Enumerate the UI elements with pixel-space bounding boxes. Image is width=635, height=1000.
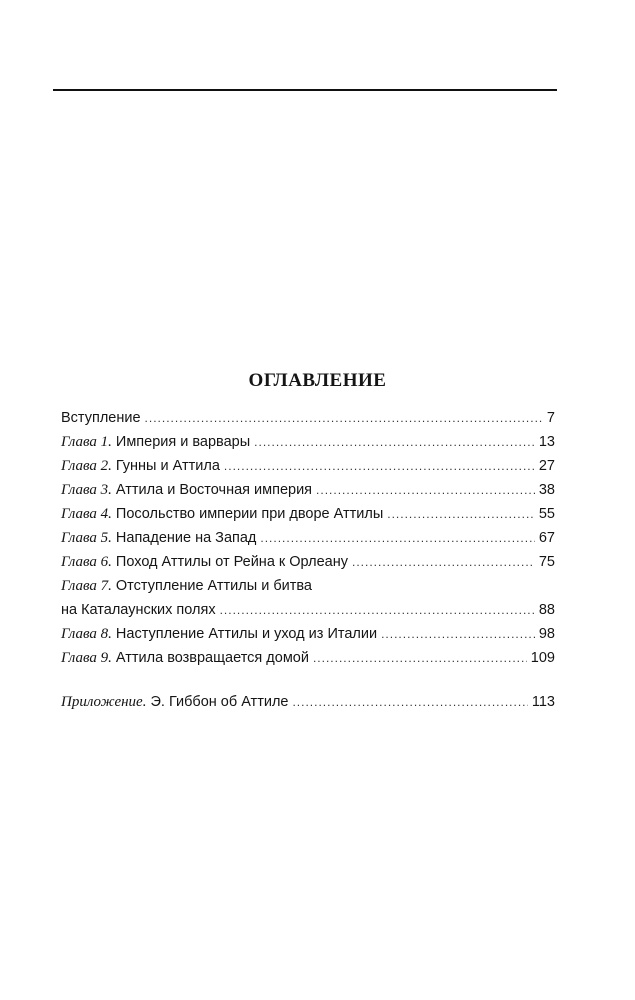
toc-entry-page: 38 (538, 482, 555, 498)
toc-entry-page: 13 (538, 434, 555, 450)
toc-entry-page: 67 (538, 530, 555, 546)
toc-entry-appendix[interactable] (61, 690, 555, 714)
chapter-prefix: Глава 8. (61, 626, 112, 642)
toc-entry-label: Наступление Аттилы и уход из Италии (115, 626, 378, 642)
toc-title: ОГЛАВЛЕНИЕ (248, 370, 387, 391)
toc-entry-page: 98 (538, 626, 555, 642)
toc-entry-label: Империя и варвары (115, 434, 251, 450)
chapter-prefix: Глава 9. (61, 650, 112, 666)
toc-entry-label: Гунны и Аттила (115, 458, 220, 474)
toc-entry-page: 75 (538, 554, 555, 570)
toc-entry-chapter-2[interactable] (61, 454, 555, 478)
chapter-prefix: Глава 2. (61, 458, 112, 474)
toc-entry-label: Посольство империи при дворе Аттилы (115, 506, 384, 522)
dot-leader (224, 454, 535, 478)
toc-entry-chapter-3[interactable] (61, 478, 555, 502)
chapter-prefix: Глава 3. (61, 482, 112, 498)
dot-leader (260, 526, 534, 550)
toc-entry-page: 113 (531, 694, 555, 710)
toc-entry-page: 55 (538, 506, 555, 522)
appendix-prefix: Приложение. (61, 694, 147, 710)
toc-entry-label: Нападение на Запад (115, 530, 257, 546)
chapter-prefix: Глава 4. (61, 506, 112, 522)
toc-entry-intro[interactable] (61, 406, 555, 430)
toc-entry-label: Поход Аттилы от Рейна к Орлеану (115, 554, 348, 570)
dot-leader (381, 622, 535, 646)
toc-entry-label-continued: на Каталаунских полях (61, 602, 216, 618)
toc-entry-page: 7 (546, 410, 555, 426)
chapter-prefix: Глава 1. (61, 434, 112, 450)
top-rule (53, 89, 557, 91)
toc-entry-chapter-1[interactable] (61, 430, 555, 454)
toc-entry-page: 88 (538, 602, 555, 618)
dot-leader (352, 550, 535, 574)
dot-leader (313, 646, 527, 670)
table-of-contents (61, 406, 555, 714)
chapter-prefix: Глава 5. (61, 530, 112, 546)
dot-leader (254, 430, 535, 454)
dot-leader (220, 598, 535, 622)
toc-entry-label: Аттила и Восточная империя (115, 482, 313, 498)
toc-entry-page: 27 (538, 458, 555, 474)
toc-entry-label: Аттила возвращается домой (115, 650, 309, 666)
toc-entry-chapter-8[interactable] (61, 622, 555, 646)
chapter-prefix: Глава 6. (61, 554, 112, 570)
toc-entry-chapter-4[interactable] (61, 502, 555, 526)
chapter-prefix: Глава 7. (61, 578, 112, 594)
toc-entry-chapter-9[interactable] (61, 646, 555, 670)
toc-entry-label: Э. Гиббон об Аттиле (150, 694, 289, 710)
toc-entry-chapter-6[interactable] (61, 550, 555, 574)
toc-entry-chapter-5[interactable] (61, 526, 555, 550)
toc-entry-page: 109 (530, 650, 555, 666)
toc-entry-chapter-7-line-2[interactable] (61, 598, 555, 622)
dot-leader (316, 478, 535, 502)
section-gap (61, 670, 555, 690)
toc-entry-label: Отступление Аттилы и битва (115, 578, 312, 594)
toc-entry-chapter-7-line-1[interactable] (61, 574, 555, 598)
dot-leader (292, 690, 527, 714)
dot-leader (145, 406, 543, 430)
dot-leader (387, 502, 535, 526)
toc-entry-label: Вступление (61, 410, 141, 426)
